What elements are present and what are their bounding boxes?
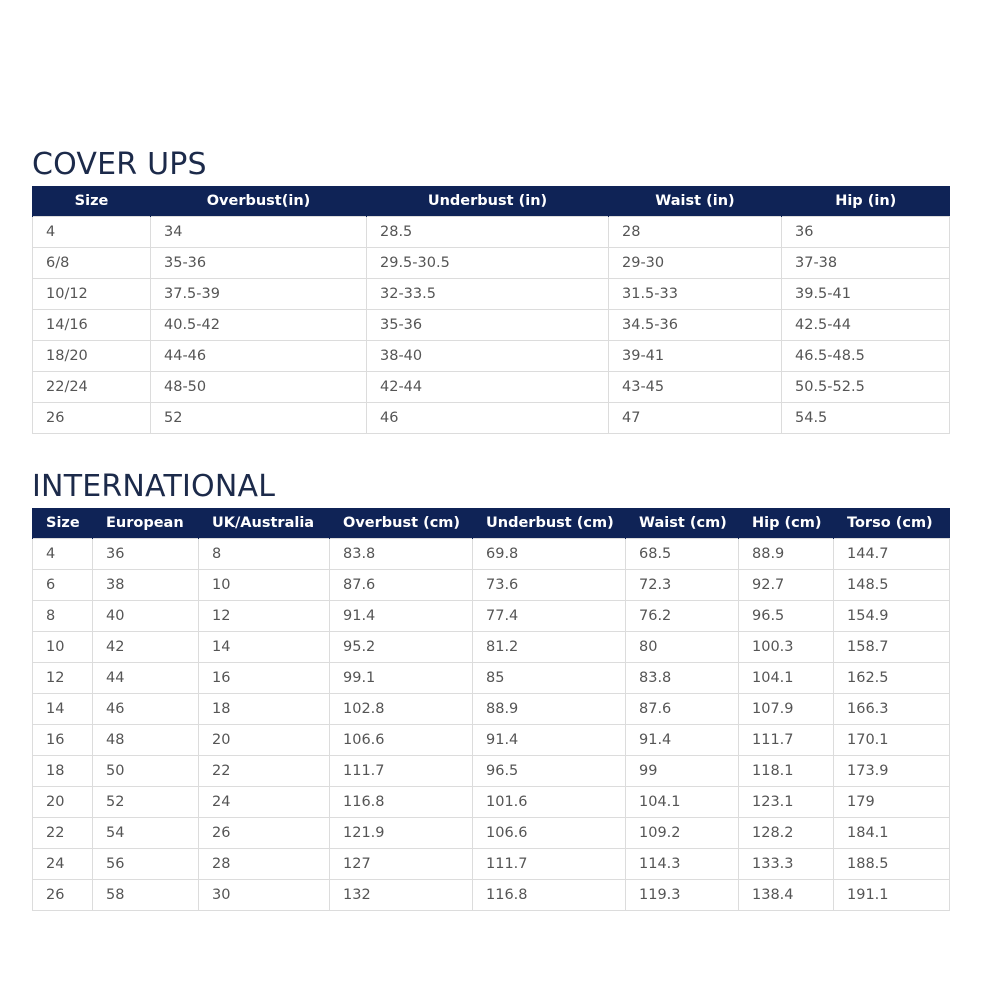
table-cell: 42.5-44 <box>782 310 950 341</box>
table-cell: 46 <box>367 403 609 434</box>
table-cell: 54.5 <box>782 403 950 434</box>
table-cell: 72.3 <box>626 570 739 601</box>
table-cell: 14 <box>199 632 330 663</box>
table-row <box>33 601 950 632</box>
table-cell: 6/8 <box>33 248 151 279</box>
table-cell: 16 <box>199 663 330 694</box>
table-cell: 116.8 <box>330 787 473 818</box>
table-cell: 12 <box>199 601 330 632</box>
table-cell: 111.7 <box>473 849 626 880</box>
table-cell: 36 <box>782 217 950 248</box>
table-cell: 99.1 <box>330 663 473 694</box>
table-row <box>33 341 950 372</box>
table-cell: 29-30 <box>609 248 782 279</box>
table-cell: 102.8 <box>330 694 473 725</box>
table-cell: 111.7 <box>739 725 834 756</box>
table-cell: 20 <box>33 787 93 818</box>
table-cell: 8 <box>199 539 330 570</box>
table-cell: 123.1 <box>739 787 834 818</box>
table-cell: 116.8 <box>473 880 626 911</box>
international-table <box>32 508 950 911</box>
table-cell: 43-45 <box>609 372 782 403</box>
table-cell: 6 <box>33 570 93 601</box>
table-cell: 20 <box>199 725 330 756</box>
table-cell: 38 <box>93 570 199 601</box>
table-cell: 14 <box>33 694 93 725</box>
table-cell: 114.3 <box>626 849 739 880</box>
table-cell: 18 <box>33 756 93 787</box>
table-cell: 24 <box>33 849 93 880</box>
table-cell: 107.9 <box>739 694 834 725</box>
table-cell: 104.1 <box>626 787 739 818</box>
table-cell: 44-46 <box>151 341 367 372</box>
table-cell: 52 <box>93 787 199 818</box>
table-cell: 101.6 <box>473 787 626 818</box>
table-cell: 14/16 <box>33 310 151 341</box>
table-cell: 48-50 <box>151 372 367 403</box>
column-header: Waist (cm) <box>626 508 739 539</box>
table-cell: 106.6 <box>330 725 473 756</box>
table-cell: 73.6 <box>473 570 626 601</box>
table-cell: 132 <box>330 880 473 911</box>
table-row <box>33 632 950 663</box>
table-row <box>33 279 950 310</box>
table-cell: 4 <box>33 539 93 570</box>
table-cell: 18/20 <box>33 341 151 372</box>
table-row <box>33 818 950 849</box>
table-cell: 10 <box>199 570 330 601</box>
table-cell: 28 <box>609 217 782 248</box>
table-cell: 96.5 <box>739 601 834 632</box>
table-cell: 91.4 <box>330 601 473 632</box>
column-header: Hip (in) <box>782 186 950 217</box>
table-cell: 36 <box>93 539 199 570</box>
table-cell: 24 <box>199 787 330 818</box>
table-row <box>33 310 950 341</box>
table-cell: 128.2 <box>739 818 834 849</box>
table-cell: 12 <box>33 663 93 694</box>
table-row <box>33 694 950 725</box>
table-row <box>33 880 950 911</box>
table-cell: 29.5-30.5 <box>367 248 609 279</box>
table-cell: 162.5 <box>834 663 950 694</box>
cover-ups-title: COVER UPS <box>32 147 207 182</box>
table-row <box>33 849 950 880</box>
table-cell: 133.3 <box>739 849 834 880</box>
table-cell: 50.5-52.5 <box>782 372 950 403</box>
column-header: UK/Australia <box>199 508 330 539</box>
table-cell: 144.7 <box>834 539 950 570</box>
table-cell: 91.4 <box>473 725 626 756</box>
table-cell: 88.9 <box>739 539 834 570</box>
table-cell: 91.4 <box>626 725 739 756</box>
table-cell: 81.2 <box>473 632 626 663</box>
table-cell: 32-33.5 <box>367 279 609 310</box>
table-cell: 39.5-41 <box>782 279 950 310</box>
cover-ups-table <box>32 186 950 434</box>
header-row <box>33 508 950 539</box>
table-row <box>33 539 950 570</box>
table-cell: 42-44 <box>367 372 609 403</box>
table-row <box>33 248 950 279</box>
table-cell: 106.6 <box>473 818 626 849</box>
table-cell: 88.9 <box>473 694 626 725</box>
table-cell: 119.3 <box>626 880 739 911</box>
table-cell: 127 <box>330 849 473 880</box>
table-row <box>33 756 950 787</box>
column-header: Overbust(in) <box>151 186 367 217</box>
table-cell: 40 <box>93 601 199 632</box>
table-row <box>33 570 950 601</box>
table-cell: 56 <box>93 849 199 880</box>
table-cell: 16 <box>33 725 93 756</box>
table-cell: 100.3 <box>739 632 834 663</box>
table-cell: 22 <box>33 818 93 849</box>
table-cell: 80 <box>626 632 739 663</box>
column-header: Torso (cm) <box>834 508 950 539</box>
table-cell: 138.4 <box>739 880 834 911</box>
table-cell: 44 <box>93 663 199 694</box>
table-cell: 87.6 <box>330 570 473 601</box>
table-cell: 30 <box>199 880 330 911</box>
table-cell: 47 <box>609 403 782 434</box>
table-cell: 68.5 <box>626 539 739 570</box>
table-cell: 50 <box>93 756 199 787</box>
table-row <box>33 663 950 694</box>
column-header: Waist (in) <box>609 186 782 217</box>
table-cell: 35-36 <box>151 248 367 279</box>
table-cell: 4 <box>33 217 151 248</box>
table-cell: 18 <box>199 694 330 725</box>
table-cell: 8 <box>33 601 93 632</box>
table-cell: 46.5-48.5 <box>782 341 950 372</box>
table-row <box>33 403 950 434</box>
table-row <box>33 725 950 756</box>
table-cell: 77.4 <box>473 601 626 632</box>
table-cell: 95.2 <box>330 632 473 663</box>
table-cell: 179 <box>834 787 950 818</box>
column-header: Underbust (cm) <box>473 508 626 539</box>
table-cell: 92.7 <box>739 570 834 601</box>
table-cell: 109.2 <box>626 818 739 849</box>
column-header: Size <box>33 186 151 217</box>
table-cell: 10/12 <box>33 279 151 310</box>
table-cell: 76.2 <box>626 601 739 632</box>
column-header: Size <box>33 508 93 539</box>
column-header: Overbust (cm) <box>330 508 473 539</box>
table-cell: 40.5-42 <box>151 310 367 341</box>
table-cell: 99 <box>626 756 739 787</box>
header-row <box>33 186 950 217</box>
table-cell: 111.7 <box>330 756 473 787</box>
table-cell: 184.1 <box>834 818 950 849</box>
table-cell: 37-38 <box>782 248 950 279</box>
table-cell: 85 <box>473 663 626 694</box>
international-title: INTERNATIONAL <box>32 469 276 504</box>
table-cell: 191.1 <box>834 880 950 911</box>
table-row <box>33 217 950 248</box>
table-cell: 154.9 <box>834 601 950 632</box>
table-cell: 173.9 <box>834 756 950 787</box>
table-cell: 104.1 <box>739 663 834 694</box>
table-row <box>33 787 950 818</box>
table-cell: 34 <box>151 217 367 248</box>
table-cell: 148.5 <box>834 570 950 601</box>
column-header: Hip (cm) <box>739 508 834 539</box>
table-cell: 31.5-33 <box>609 279 782 310</box>
table-cell: 170.1 <box>834 725 950 756</box>
table-row <box>33 372 950 403</box>
table-cell: 96.5 <box>473 756 626 787</box>
table-cell: 35-36 <box>367 310 609 341</box>
table-cell: 118.1 <box>739 756 834 787</box>
table-cell: 69.8 <box>473 539 626 570</box>
table-cell: 52 <box>151 403 367 434</box>
table-cell: 158.7 <box>834 632 950 663</box>
column-header: European <box>93 508 199 539</box>
table-cell: 39-41 <box>609 341 782 372</box>
table-cell: 26 <box>199 818 330 849</box>
table-cell: 87.6 <box>626 694 739 725</box>
column-header: Underbust (in) <box>367 186 609 217</box>
table-cell: 58 <box>93 880 199 911</box>
table-cell: 83.8 <box>330 539 473 570</box>
table-cell: 46 <box>93 694 199 725</box>
table-cell: 28 <box>199 849 330 880</box>
table-cell: 42 <box>93 632 199 663</box>
table-cell: 34.5-36 <box>609 310 782 341</box>
table-cell: 22 <box>199 756 330 787</box>
table-cell: 22/24 <box>33 372 151 403</box>
table-cell: 26 <box>33 403 151 434</box>
table-cell: 10 <box>33 632 93 663</box>
table-cell: 37.5-39 <box>151 279 367 310</box>
table-cell: 38-40 <box>367 341 609 372</box>
table-cell: 54 <box>93 818 199 849</box>
table-cell: 188.5 <box>834 849 950 880</box>
table-cell: 83.8 <box>626 663 739 694</box>
table-cell: 166.3 <box>834 694 950 725</box>
table-cell: 48 <box>93 725 199 756</box>
table-cell: 26 <box>33 880 93 911</box>
table-cell: 121.9 <box>330 818 473 849</box>
table-cell: 28.5 <box>367 217 609 248</box>
